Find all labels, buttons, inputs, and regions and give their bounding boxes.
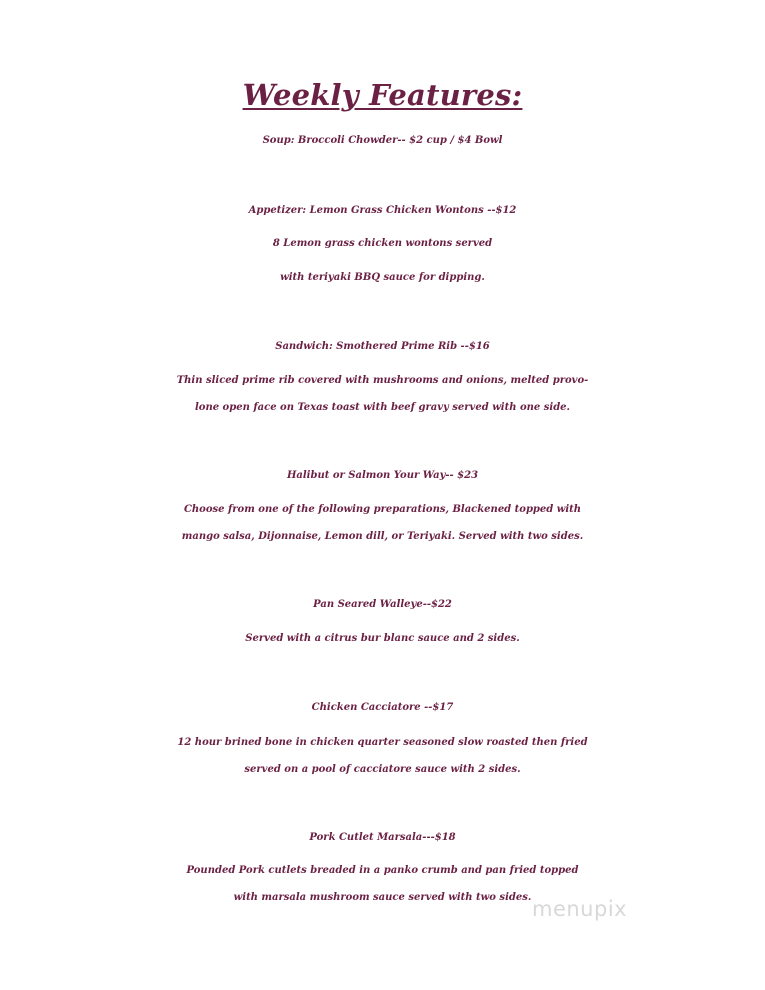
pork-desc-line-1: Pounded Pork cutlets breaded in a panko crumb and pan fried topped [186, 865, 579, 876]
chicken-desc-line-1: 12 hour brined bone in chicken quarter seasoned slow roasted then fried [177, 737, 588, 748]
appetizer-heading: Appetizer: Lemon Grass Chicken Wontons --$12 [248, 205, 517, 216]
chicken-heading: Chicken Cacciatore --$17 [311, 702, 454, 713]
page-title: Weekly Features: [242, 78, 523, 112]
sandwich-heading: Sandwich: Smothered Prime Rib --$16 [275, 341, 490, 352]
sandwich-desc-line-1: Thin sliced prime rib covered with mushrooms and onions, melted provo- [176, 375, 589, 386]
pork-heading: Pork Cutlet Marsala---$18 [309, 832, 456, 843]
halibut-heading: Halibut or Salmon Your Way-- $23 [286, 470, 479, 481]
chicken-desc-line-2: served on a pool of cacciatore sauce with 2 sides. [244, 764, 521, 775]
pork-desc-line-2: with marsala mushroom sauce served with two sides. [233, 892, 532, 903]
menupix-watermark: menupix [532, 897, 628, 921]
appetizer-desc-line-2: with teriyaki BBQ sauce for dipping. [280, 272, 485, 283]
halibut-desc-line-1: Choose from one of the following preparations, Blackened topped with [183, 504, 582, 515]
sandwich-desc-line-2: lone open face on Texas toast with beef gravy served with one side. [194, 402, 571, 413]
appetizer-desc-line-1: 8 Lemon grass chicken wontons served [272, 238, 493, 249]
halibut-desc-line-2: mango salsa, Dijonnaise, Lemon dill, or Teriyaki. Served with two sides. [181, 531, 584, 542]
walleye-desc-line-1: Served with a citrus bur blanc sauce and 2 sides. [245, 633, 520, 644]
walleye-heading: Pan Seared Walleye--$22 [313, 599, 452, 610]
soup-heading: Soup: Broccoli Chowder-- $2 cup / $4 Bowl [262, 135, 503, 146]
